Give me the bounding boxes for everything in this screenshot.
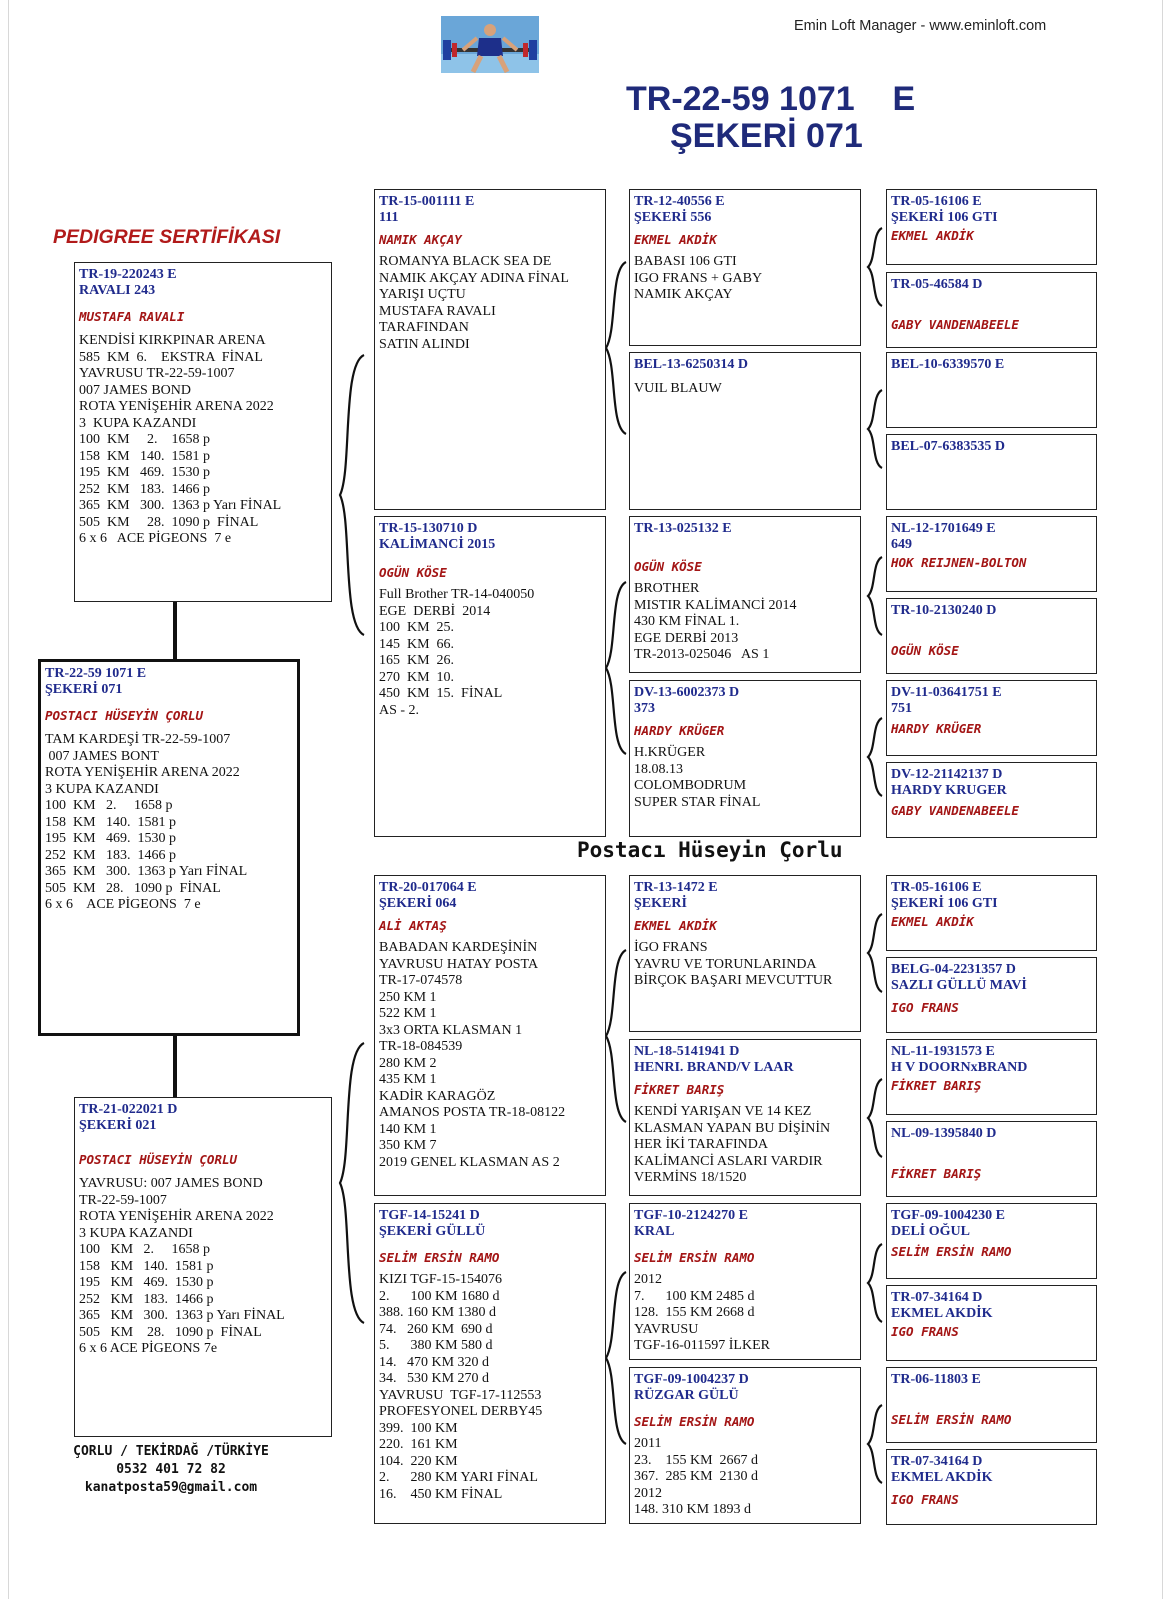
pigeon-owner: IGO FRANS (891, 1324, 959, 1339)
pigeon-ring: TR-07-34164 D (891, 1454, 983, 1469)
pedigree-card-dam-sire-sire[interactable] (629, 875, 861, 1032)
pigeon-name: KALİMANCİ 2015 (379, 537, 496, 552)
pigeon-owner: HARDY KRÜGER (634, 723, 725, 738)
contact-phone: 0532 401 72 82 (116, 1462, 226, 1477)
pigeon-owner: GABY VANDENABEELE (891, 317, 1019, 332)
pedigree-card-g4-10[interactable] (886, 957, 1097, 1033)
pigeon-name: ŞEKERİ 106 GTI (891, 896, 998, 911)
pigeon-owner: EKMEL AKDİK (891, 228, 974, 243)
pigeon-notes: BABADAN KARDEŞİNİN YAVRUSU HATAY POSTA TR-17-074578 250 KM 1 522 KM 1 3x3 ORTA KLASMAN 1 TR-18-084539 280 KM 2 435 KM 1 KADİR KARAGÖZ AMANOS POSTA TR-18-08122 140 KM 1 350 KM 7 2019 GENEL KLASMAN AS 2 (379, 940, 566, 1170)
pedigree-card-sire-sire-sire[interactable] (629, 189, 861, 346)
pedigree-card-dam-dam-dam[interactable] (629, 1367, 861, 1524)
pigeon-notes: Full Brother TR-14-040050 EGE DERBİ 2014 100 KM 25. 145 KM 66. 165 KM 26. 270 KM 10. 450 KM 15. FİNAL AS - 2. (379, 587, 535, 718)
pigeon-name: ŞEKERİ 106 GTI (891, 210, 998, 225)
pigeon-notes: 2012 7. 100 KM 2485 d 128. 155 KM 2668 d YAVRUSU TGF-16-011597 İLKER (634, 1272, 770, 1353)
brace-sd (606, 582, 626, 754)
pigeon-name: 111 (379, 210, 399, 225)
pigeon-name: 649 (891, 537, 912, 552)
pigeon-ring: BEL-13-6250314 D (634, 357, 748, 372)
pigeon-ring: TGF-09-1004237 D (634, 1372, 749, 1387)
pedigree-card-sire-sire-dam[interactable] (629, 352, 861, 510)
pedigree-card-g4-9[interactable] (886, 875, 1097, 951)
pedigree-card-g4-1[interactable] (886, 189, 1097, 265)
contact-address: ÇORLU / TEKİRDAĞ /TÜRKİYE (73, 1444, 269, 1459)
pigeon-ring: TR-06-11803 E (891, 1372, 981, 1387)
brace-dd (606, 1272, 626, 1444)
pigeon-notes: KENDİ YARIŞAN VE 14 KEZ KLASMAN YAPAN BU DİŞİNİN HER İKİ TARAFINDA KALİMANCİ ASLARI VARDIR VERMİNS 18/1520 (634, 1104, 831, 1185)
pigeon-name: H V DOORNxBRAND (891, 1060, 1028, 1075)
brace-dss (868, 914, 882, 992)
pigeon-owner: NAMIK AKÇAY (379, 232, 462, 247)
pigeon-ring: NL-12-1701649 E (891, 521, 996, 536)
subject-name-title: ŞEKERİ 071 (670, 117, 863, 155)
pigeon-ring: TR-22-59 1071 E (45, 666, 147, 681)
pedigree-card-g4-14[interactable] (886, 1285, 1097, 1361)
pedigree-card-sire-dam-sire[interactable] (629, 516, 861, 673)
pigeon-owner: SELİM ERSİN RAMO (891, 1412, 1012, 1427)
pigeon-name: 373 (634, 701, 655, 716)
brace-sire (340, 355, 364, 635)
pigeon-name: DELİ OĞUL (891, 1224, 970, 1239)
contact-email: kanatposta59@gmail.com (84, 1480, 258, 1495)
pigeon-owner: EKMEL AKDİK (634, 232, 717, 247)
pigeon-owner: POSTACI HÜSEYİN ÇORLU (79, 1152, 238, 1167)
subject-ring-title: TR-22-59 1071 E (626, 80, 916, 118)
pedigree-card-sire[interactable] (74, 262, 332, 602)
pigeon-owner: HOK REIJNEN-BOLTON (891, 555, 1027, 570)
pigeon-owner: IGO FRANS (891, 1492, 959, 1507)
pigeon-notes: TAM KARDEŞİ TR-22-59-1007 007 JAMES BONT ROTA YENİŞEHİR ARENA 2022 3 KUPA KAZANDI 100 KM 2. 1658 p 158 KM 140. 1581 p 195 KM 469. 1530 p 252 KM 183. 1466 p 365 KM 300. 1363 p Yarı FİNAL 505 KM 28. 1090 p FİNAL 6 x 6 ACE PİGEONS 7 e (45, 732, 248, 912)
brace-dam (340, 1043, 364, 1323)
pigeon-notes: KENDİSİ KIRKPINAR ARENA 585 KM 6. EKSTRA FİNAL YAVRUSU TR-22-59-1007 007 JAMES BOND ROTA YENİŞEHİR ARENA 2022 3 KUPA KAZANDI 100 KM 2. 1658 p 158 KM 140. 1581 p 195 KM 469. 1530 p 252 KM 183. 1466 p 365 KM 300. 1363 p Yarı FİNAL 505 KM 28. 1090 p FİNAL 6 x 6 ACE PİGEONS 7 e (79, 333, 282, 546)
pigeon-ring: TR-05-16106 E (891, 194, 982, 209)
brace-sds (868, 557, 882, 635)
pedigree-card-dam[interactable] (74, 1097, 332, 1437)
pigeon-ring: TR-15-001111 E (379, 194, 475, 209)
pigeon-ring: TR-20-017064 E (379, 880, 477, 895)
pedigree-card-g4-8[interactable] (886, 762, 1097, 838)
pigeon-ring: TR-05-16106 E (891, 880, 982, 895)
pigeon-notes: İGO FRANS YAVRU VE TORUNLARINDA BİRÇOK BAŞARI MEVCUTTUR (634, 940, 833, 988)
pigeon-owner: EKMEL AKDİK (891, 914, 974, 929)
pigeon-notes: BROTHER MISTIR KALİMANCİ 2014 430 KM FİNAL 1. EGE DERBİ 2013 TR-2013-025046 AS 1 (634, 581, 797, 662)
pigeon-name: ŞEKERİ 071 (45, 682, 123, 697)
pigeon-owner: EKMEL AKDİK (634, 918, 717, 933)
brace-dsd (868, 1079, 882, 1157)
brace-ddd (868, 1405, 882, 1483)
pigeon-name: ŞEKERİ 021 (79, 1118, 157, 1133)
pigeon-notes: VUIL BLAUW (634, 381, 722, 396)
pigeon-owner: SELİM ERSİN RAMO (634, 1414, 755, 1429)
pigeon-name: 751 (891, 701, 912, 716)
pedigree-card-sire-sire[interactable] (374, 189, 606, 510)
pigeon-ring: BELG-04-2231357 D (891, 962, 1016, 977)
pedigree-card-subject[interactable] (38, 659, 300, 1036)
pigeon-name: ŞEKERİ (634, 896, 687, 911)
brace-ss (606, 262, 626, 434)
pigeon-owner: FİKRET BARIŞ (891, 1166, 982, 1181)
pedigree-card-g4-15[interactable] (886, 1367, 1097, 1443)
pigeon-ring: DV-13-6002373 D (634, 685, 740, 700)
pigeon-owner: OGÜN KÖSE (634, 559, 702, 574)
pigeon-ring: TGF-14-15241 D (379, 1208, 480, 1223)
pigeon-ring: NL-11-1931573 E (891, 1044, 995, 1059)
pedigree-card-g4-13[interactable] (886, 1203, 1097, 1279)
brace-ds (606, 950, 626, 1122)
pigeon-ring: TR-13-1472 E (634, 880, 718, 895)
pigeon-notes: YAVRUSU: 007 JAMES BOND TR-22-59-1007 ROTA YENİŞEHİR ARENA 2022 3 KUPA KAZANDI 100 KM 2. 1658 p 158 KM 140. 1581 p 195 KM 469. 1530 p 252 KM 183. 1466 p 365 KM 300. 1363 p Yarı FİNAL 505 KM 28. 1090 p FİNAL 6 x 6 ACE PİGEONS 7e (79, 1176, 285, 1356)
pigeon-ring: TR-07-34164 D (891, 1290, 983, 1305)
pigeon-name: EKMEL AKDİK (891, 1306, 993, 1321)
pigeon-owner: SELİM ERSİN RAMO (379, 1250, 500, 1265)
pigeon-notes: ROMANYA BLACK SEA DE NAMIK AKÇAY ADINA FİNAL YARIŞI UÇTU MUSTAFA RAVALI TARAFINDAN SATIN ALINDI (379, 254, 569, 352)
pigeon-notes: BABASI 106 GTI IGO FRANS + GABY NAMIK AKÇAY (634, 254, 763, 302)
pigeon-owner: GABY VANDENABEELE (891, 803, 1019, 818)
pigeon-owner: HARDY KRÜGER (891, 721, 982, 736)
pigeon-owner: IGO FRANS (891, 1000, 959, 1015)
pedigree-card-g4-6[interactable] (886, 598, 1097, 674)
pigeon-ring: TR-05-46584 D (891, 277, 983, 292)
pigeon-name: ŞEKERİ 556 (634, 210, 712, 225)
pedigree-card-g4-7[interactable] (886, 680, 1097, 756)
pigeon-owner: ALİ AKTAŞ (379, 918, 447, 933)
pigeon-ring: BEL-07-6383535 D (891, 439, 1005, 454)
pedigree-card-g4-5[interactable] (886, 516, 1097, 592)
pigeon-owner: FİKRET BARIŞ (634, 1082, 725, 1097)
breeder-title: Postacı Hüseyin Çorlu (577, 838, 843, 862)
pigeon-name: SAZLI GÜLLÜ MAVİ (891, 978, 1027, 993)
pigeon-name: RÜZGAR GÜLÜ (634, 1388, 739, 1403)
pigeon-notes: H.KRÜGER 18.08.13 COLOMBODRUM SUPER STAR FİNAL (634, 745, 761, 810)
pedigree-card-dam-dam-sire[interactable] (629, 1203, 861, 1360)
pedigree-card-g4-16[interactable] (886, 1449, 1097, 1525)
pedigree-card-g4-12[interactable] (886, 1121, 1097, 1197)
pedigree-card-g4-11[interactable] (886, 1039, 1097, 1115)
pedigree-card-g4-4[interactable] (886, 434, 1097, 510)
software-credit: Emin Loft Manager - www.eminloft.com (794, 18, 1047, 34)
pedigree-card-dam-sire-dam[interactable] (629, 1039, 861, 1196)
pigeon-ring: DV-12-21142137 D (891, 767, 1003, 782)
pigeon-ring: TGF-10-2124270 E (634, 1208, 748, 1223)
pigeon-name: KRAL (634, 1224, 675, 1239)
pigeon-owner: SELİM ERSİN RAMO (891, 1244, 1012, 1259)
pigeon-name: HARDY KRUGER (891, 783, 1007, 798)
pedigree-card-g4-2[interactable] (886, 272, 1097, 348)
pigeon-notes: 2011 23. 155 KM 2667 d 367. 285 KM 2130 d 2012 148. 310 KM 1893 d (634, 1436, 759, 1517)
pigeon-name: HENRI. BRAND/V LAAR (634, 1060, 794, 1075)
pigeon-owner: OGÜN KÖSE (379, 565, 447, 580)
pigeon-name: ŞEKERİ 064 (379, 896, 457, 911)
pigeon-ring: TR-13-025132 E (634, 521, 732, 536)
brace-ssd (868, 390, 882, 468)
pigeon-notes: KIZI TGF-15-154076 2. 100 KM 1680 d 388. 160 KM 1380 d 74. 260 KM 690 d 5. 380 KM 580 d 14. 470 KM 320 d 34. 530 KM 270 d YAVRUSU TGF-17-112553 PROFESYONEL DERBY45 399. 100 KM 220. 161 KM 104. 220 KM 2. 280 KM YARI FİNAL 16. 450 KM FİNAL (379, 1272, 543, 1502)
pigeon-name: ŞEKERİ GÜLLÜ (379, 1224, 486, 1239)
pigeon-ring: BEL-10-6339570 E (891, 357, 1005, 372)
brace-sss (868, 228, 882, 306)
pigeon-name: EKMEL AKDİK (891, 1470, 993, 1485)
pigeon-ring: TGF-09-1004230 E (891, 1208, 1005, 1223)
pigeon-ring: TR-12-40556 E (634, 194, 725, 209)
pigeon-ring: NL-18-5141941 D (634, 1044, 740, 1059)
pigeon-ring: TR-19-220243 E (79, 267, 177, 282)
pigeon-ring: DV-11-03641751 E (891, 685, 1002, 700)
pedigree-card-sire-dam-dam[interactable] (629, 680, 861, 837)
brace-dds (868, 1244, 882, 1322)
certificate-title: PEDIGREE SERTİFİKASI (53, 226, 281, 248)
pedigree-card-dam-sire[interactable] (374, 875, 606, 1196)
pigeon-ring: TR-10-2130240 D (891, 603, 997, 618)
pedigree-card-sire-dam[interactable] (374, 516, 606, 837)
brace-sdd (868, 718, 882, 796)
pigeon-owner: POSTACI HÜSEYİN ÇORLU (45, 708, 204, 723)
pedigree-card-dam-dam[interactable] (374, 1203, 606, 1524)
pigeon-owner: OGÜN KÖSE (891, 643, 959, 658)
pigeon-owner: SELİM ERSİN RAMO (634, 1250, 755, 1265)
pigeon-owner: MUSTAFA RAVALI (79, 309, 185, 324)
pigeon-ring: NL-09-1395840 D (891, 1126, 997, 1141)
pigeon-ring: TR-15-130710 D (379, 521, 478, 536)
pigeon-ring: TR-21-022021 D (79, 1102, 178, 1117)
pedigree-card-g4-3[interactable] (886, 352, 1097, 428)
pigeon-name: RAVALI 243 (79, 283, 156, 298)
pigeon-owner: FİKRET BARIŞ (891, 1078, 982, 1093)
